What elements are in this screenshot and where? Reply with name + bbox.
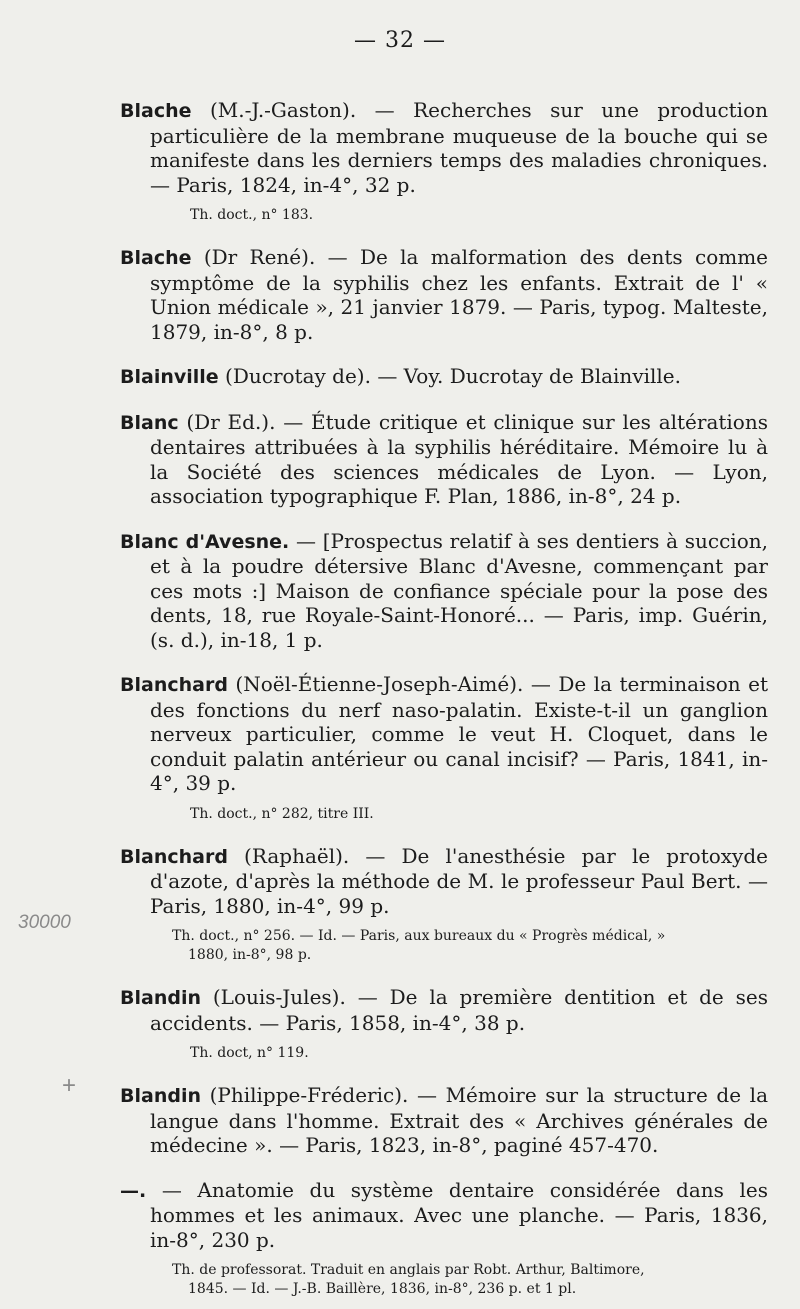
entry-author: Blache (120, 247, 192, 269)
entry-blanchard-raphael (120, 844, 768, 919)
entry-author: Blandin (120, 1085, 201, 1107)
entry-blanc-davesne (120, 529, 768, 653)
entry-note (172, 1261, 768, 1299)
margin-note-cross: + (62, 1072, 77, 1099)
entry-blandin-anatomie (120, 1178, 768, 1253)
entry-author: Blandin (120, 987, 201, 1009)
entry-note: Th. doct, n° 119. (190, 1045, 309, 1061)
entry-text: (Dr Ed.). — Étude critique et clinique sur les altérations dentaires attribuées à la syphilis héréditaire. Mémoire lu à la Société des sciences médicales de Lyon. — Lyon, association typographique F. Plan, 1886, in-8°, 24 p. (150, 409, 768, 508)
entry-author: Blainville (120, 366, 219, 388)
entry-blainville (120, 364, 768, 390)
entry-author: Blache (120, 100, 192, 122)
entry-blanchard-noel (120, 672, 768, 796)
entry-text: (Raphaël). — De l'anesthésie par le protoxyde d'azote, d'après la méthode de M. le professeur Paul Bert. — Paris, 1880, in-4°, 99 p. (150, 843, 768, 918)
entry-author: Blanchard (120, 674, 228, 696)
entry-author: Blanchard (120, 845, 228, 868)
entry-text: — Anatomie du système dentaire considérée dans les hommes et les animaux. Avec une planche. — Paris, 1836, in-8°, 230 p. (146, 1177, 768, 1252)
entry-note-line: Th. de professorat. Traduit en anglais par Robt. Arthur, Baltimore, (172, 1262, 645, 1278)
entry-text: (Ducrotay de). — Voy. Ducrotay de Blainville. (218, 364, 681, 388)
entry-text: — [Prospectus relatif à ses dentiers à succion, et à la poudre détersive Blanc d'Avesne, commençant par ces mots :] Maison de confiance spéciale pour la pose des dents, 18, rue Royale-Saint-Honoré... — Paris, imp. Guérin, (s. d.), in-18, 1 p. (150, 528, 768, 652)
entry-text: (Dr René). — De la malformation des dents comme symptôme de la syphilis chez les enfants. Extrait de l' « Union médicale », 21 janvier 1879. — Paris, typog. Malteste, 1879, in-8°, 8 p. (150, 245, 768, 344)
entry-note-line: Th. doct., n° 256. — Id. — Paris, aux bureaux du « Progrès médical, » (172, 928, 666, 944)
entry-author: Blanc d'Avesne. (120, 530, 290, 553)
page-number: — 32 — (354, 28, 446, 53)
entry-note: Th. doct., n° 282, titre III. (190, 805, 374, 822)
entry-note (172, 927, 768, 965)
entry-text: (M.-J.-Gaston). — Recherches sur une production particulière de la membrane muqueuse de la bouche qui se manifeste dans les derniers temps des maladies chroniques. — Paris, 1824, in-4°, 32 p. (150, 98, 768, 197)
entry-blandin-louis (120, 985, 768, 1035)
entry-note-continuation: 1880, in-8°, 98 p. (188, 947, 312, 963)
entry-note: Th. doct., n° 183. (190, 207, 314, 223)
entry-blanc-ed (120, 410, 768, 509)
entry-text: (Louis-Jules). — De la première dentition et de ses accidents. — Paris, 1858, in-4°, 38 p. (150, 985, 768, 1035)
entry-text: (Noël-Étienne-Joseph-Aimé). — De la terminaison et des fonctions du nerf naso-palatin. Existe-t-il un ganglion nerveux particulier, comme le veut H. Cloquet, dans le conduit palatin antérieur ou canal incisif? — Paris, 1841, in-4°, 39 p. (150, 672, 768, 795)
entry-blandin-philippe (120, 1083, 768, 1158)
margin-note-number: 30000 (18, 912, 71, 933)
entry-author: Blanc (120, 411, 179, 434)
entry-blache-gaston (120, 98, 768, 197)
entry-text: (Philippe-Fréderic). — Mémoire sur la structure de la langue dans l'homme. Extrait des « Archives générales de médecine ». — Paris, 1823, in-8°, paginé 457-470. (150, 1083, 768, 1157)
bibliography-entries (120, 78, 768, 1309)
entry-note-continuation: 1845. — Id. — J.-B. Baillère, 1836, in-8°, 236 p. et 1 pl. (188, 1281, 577, 1297)
entry-blache-rene (120, 245, 768, 344)
entry-author: —. (120, 1179, 147, 1202)
